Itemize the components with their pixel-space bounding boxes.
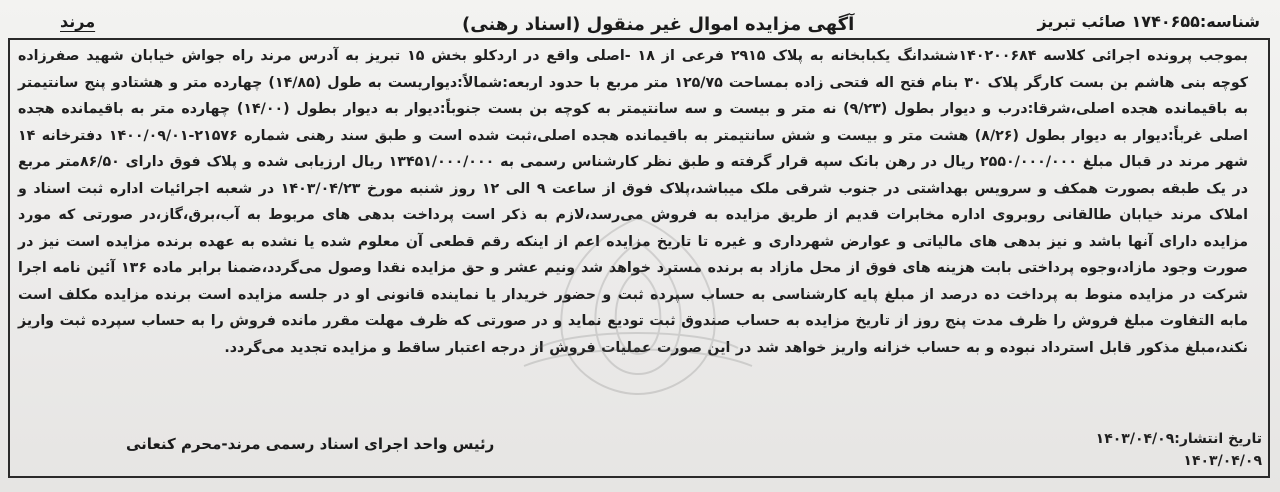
signature-line: رئیس واحد اجرای اسناد رسمی مرند-محرم کنعانی <box>126 435 495 453</box>
notice-title: آگهی مزایده اموال غیر منقول (اسناد رهنی) <box>462 14 855 35</box>
notice-city: مرند <box>60 12 96 31</box>
notice-body: بموجب پرونده اجرائی کلاسه ۱۴۰۲۰۰۶۸۴ششدانگ یکبابخانه به پلاک ۲۹۱۵ فرعی از ۱۸ -اصلی واقع در اردکلو بخش ۱۵ تبریز به آدرس مرند راه جواش خیابان شهید صفرزاده کوچه بنی هاشم بن بست کارگر پلاک ۳۰ بنام فتح اله فتحی زاده بمساحت ۱۲۵/۷۵ متر مربع با حدود اربعه:شمالاً:دیواریست به طول (۱۴/۸۵) چهارده متر و هشتادو پنج سانتیمتر به باقیمانده هجده اصلی،شرقا:درب و دیوار بطول (۹/۲۳) نه متر و بیست و سه سانتیمتر به کوچه بن بست جنوباً:دیوار به دیوار بطول (۱۴/۰۰) چهارده متر به باقیمانده هجده اصلی غرباً:دیوار به دیوار بطول (۸/۲۶) هشت متر و بیست و شش سانتیمتر به باقیمانده هجده اصلی،ثبت شده است و طبق سند رهنی شماره ۲۱۵۷۶-۱۴۰۰/۰۹/۰۱ دفترخانه ۱۴ شهر مرند در قبال مبلغ ۲۵۵۰/۰۰۰/۰۰۰ ریال در رهن بانک سپه قرار گرفته و طبق نظر کارشناس رسمی به ۱۳۴۵۱/۰۰۰/۰۰۰ ریال ارزیابی شده و پلاک فوق دارای ۸۶/۵۰متر مربع در یک طبقه بصورت همکف و سرویس بهداشتی در جنوب شرقی ملک میباشد،پلاک فوق از ساعت ۹ الی ۱۲ روز شنبه مورخ ۱۴۰۳/۰۴/۲۳ در شعبه اجرائیات اداره ثبت اسناد و املاک مرند خیابان طالقانی روبروی اداره مخابرات قدیم از طریق مزایده به فروش می‌رسد،لازم به ذکر است پرداخت بدهی های مربوط به آب،برق،گاز،در صورتی که مورد مزایده دارای آنها باشد و نیز بدهی های مالیاتی و عوارض شهرداری و غیره تا تاریخ مزایده اعم از اینکه رقم قطعی آن معلوم شده یا نشده به عهده برنده مزایده است نیز در صورت وجود مازاد،وجوه پرداختی بابت هزینه های فوق از محل مازاد به برنده مسترد خواهد شد ونیم عشر و حق مزایده نقدا وصول می‌گردد،ضمنا برابر ماده ۱۳۶ آئین نامه اجرا شرکت در مزایده منوط به پرداخت ده درصد از مبلغ پایه کارشناسی به حساب سپرده ثبت و حضور خریدار یا نماینده قانونی او در جلسه مزایده است برنده مزایده مکلف است مابه التفاوت مبلغ فروش را ظرف مدت پنج روز از تاریخ مزایده به حساب صندوق ثبت تودیع نماید و در صورتی که ظرف مهلت مقرر مانده فروش را به حساب سپرده ثبت واریز نکند،مبلغ مذکور قابل استرداد نبوده و به حساب خزانه واریز خواهد شد در این صورت عملیات فروش از درجه اعتبار ساقط و مزایده تجدید می‌گردد. <box>18 48 1249 356</box>
notice-id: شناسه:۱۷۴۰۶۵۵ صائب تبریز <box>1037 12 1260 31</box>
publish-date: تاریخ انتشار:۱۴۰۳/۰۴/۰۹ ۱۴۰۳/۰۴/۰۹ <box>1095 431 1262 469</box>
